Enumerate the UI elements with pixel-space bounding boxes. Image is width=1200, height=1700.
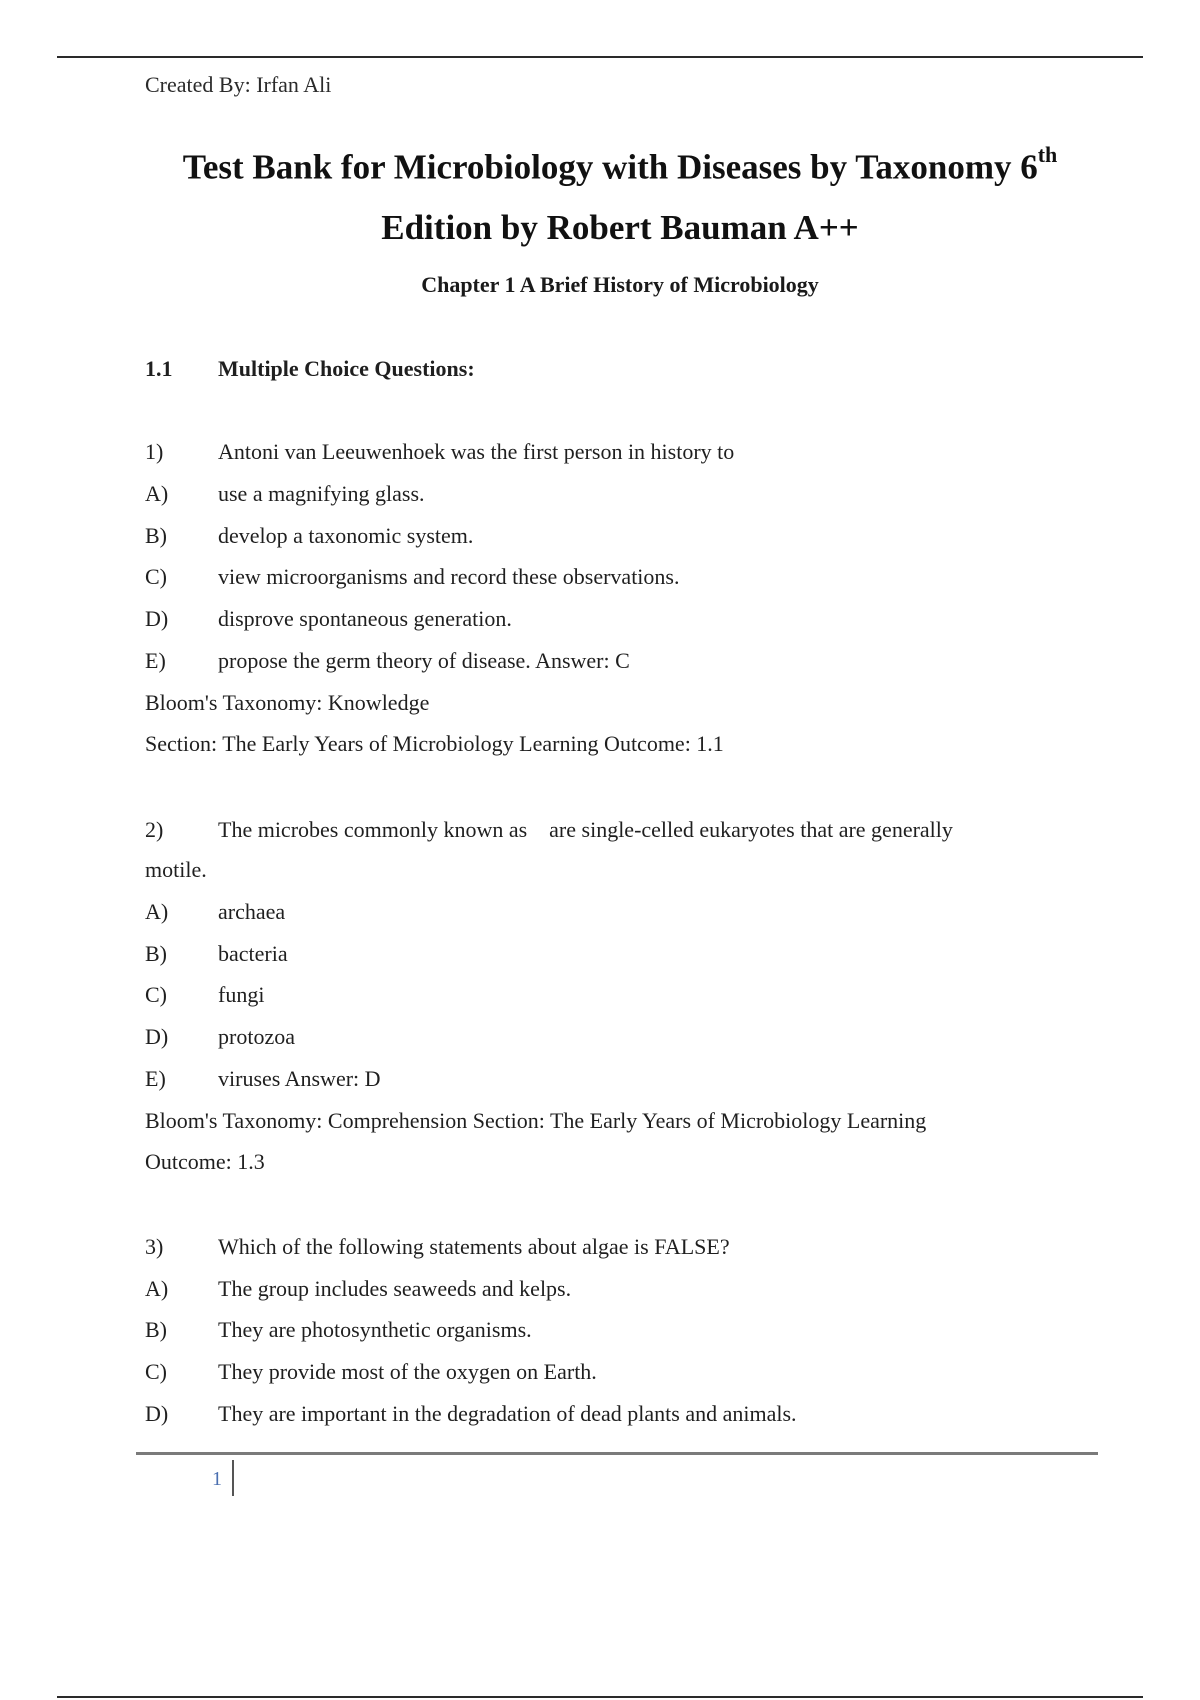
option-text: They provide most of the oxygen on Earth.	[218, 1359, 597, 1384]
question-3-stem	[145, 1234, 730, 1260]
question-2-stem	[145, 817, 953, 843]
question-2-option-a	[145, 899, 285, 925]
option-label: C)	[145, 982, 167, 1007]
question-1-option-a	[145, 481, 425, 507]
title-text: Test Bank for Microbiology with Diseases by Taxonomy 6	[182, 147, 1038, 187]
option-label: E)	[145, 1066, 166, 1091]
question-1-blooms: Bloom's Taxonomy: Knowledge	[145, 690, 430, 715]
option-label: D)	[145, 1024, 169, 1049]
option-text: disprove spontaneous generation.	[218, 606, 512, 631]
page-number: 1	[212, 1468, 222, 1490]
question-2-option-e	[145, 1066, 381, 1092]
title-superscript: th	[1037, 142, 1058, 167]
option-label: A)	[145, 481, 169, 506]
option-label: D)	[145, 606, 169, 631]
option-label: B)	[145, 941, 167, 966]
option-label: C)	[145, 564, 167, 589]
option-label: C)	[145, 1359, 167, 1384]
option-label: D)	[145, 1401, 169, 1426]
option-text: protozoa	[218, 1024, 295, 1049]
option-label: B)	[145, 523, 167, 548]
document-title-line-2: Edition by Robert Bauman A++	[381, 208, 859, 247]
option-text: fungi	[218, 982, 265, 1007]
question-text: Antoni van Leeuwenhoek was the first person in history to	[218, 439, 735, 464]
option-label: E)	[145, 648, 166, 673]
question-2-stem-continued: motile.	[145, 857, 207, 882]
section-title: Multiple Choice Questions:	[218, 356, 475, 381]
option-text: They are important in the degradation of dead plants and animals.	[218, 1401, 797, 1426]
question-1-option-c	[145, 564, 679, 590]
option-text: archaea	[218, 899, 286, 924]
option-text: propose the germ theory of disease. Answer: C	[218, 648, 630, 673]
option-text: viruses Answer: D	[218, 1066, 381, 1091]
document-title-line-1	[60, 142, 1180, 188]
option-text: use a magnifying glass.	[218, 481, 425, 506]
question-3-option-c	[145, 1359, 597, 1385]
chapter-heading: Chapter 1 A Brief History of Microbiology	[421, 272, 819, 297]
section-number: 1.1	[145, 356, 173, 381]
footer-rule	[136, 1452, 1098, 1455]
option-label: A)	[145, 1276, 169, 1301]
top-rule	[57, 56, 1143, 58]
question-1-option-d	[145, 606, 512, 632]
question-1-section-outcome: Section: The Early Years of Microbiology Learning Outcome: 1.1	[145, 731, 724, 756]
question-text: Which of the following statements about algae is FALSE?	[218, 1234, 730, 1259]
option-text: view microorganisms and record these observations.	[218, 564, 680, 589]
question-number: 3)	[145, 1234, 164, 1259]
question-1-option-e	[145, 648, 630, 674]
question-number: 1)	[145, 439, 164, 464]
question-2-option-c	[145, 982, 264, 1008]
option-text: The group includes seaweeds and kelps.	[218, 1276, 572, 1301]
question-2-outcome: Outcome: 1.3	[145, 1149, 265, 1174]
option-text: develop a taxonomic system.	[218, 523, 474, 548]
question-text: The microbes commonly known as are single-celled eukaryotes that are generally	[218, 817, 953, 842]
option-label: B)	[145, 1317, 167, 1342]
option-text: bacteria	[218, 941, 288, 966]
question-1-stem	[145, 439, 734, 465]
question-3-option-a	[145, 1276, 571, 1302]
question-number: 2)	[145, 817, 164, 842]
section-heading	[145, 356, 475, 382]
option-text: They are photosynthetic organisms.	[218, 1317, 532, 1342]
question-2-option-b	[145, 941, 288, 967]
question-3-option-d	[145, 1401, 797, 1427]
option-label: A)	[145, 899, 169, 924]
created-by: Created By: Irfan Ali	[145, 72, 332, 97]
question-1-option-b	[145, 523, 473, 549]
question-3-option-b	[145, 1317, 532, 1343]
question-2-option-d	[145, 1024, 295, 1050]
question-2-blooms-section: Bloom's Taxonomy: Comprehension Section: The Early Years of Microbiology Learning	[145, 1108, 927, 1133]
bottom-rule	[57, 1696, 1143, 1698]
page-number-divider	[232, 1460, 234, 1496]
